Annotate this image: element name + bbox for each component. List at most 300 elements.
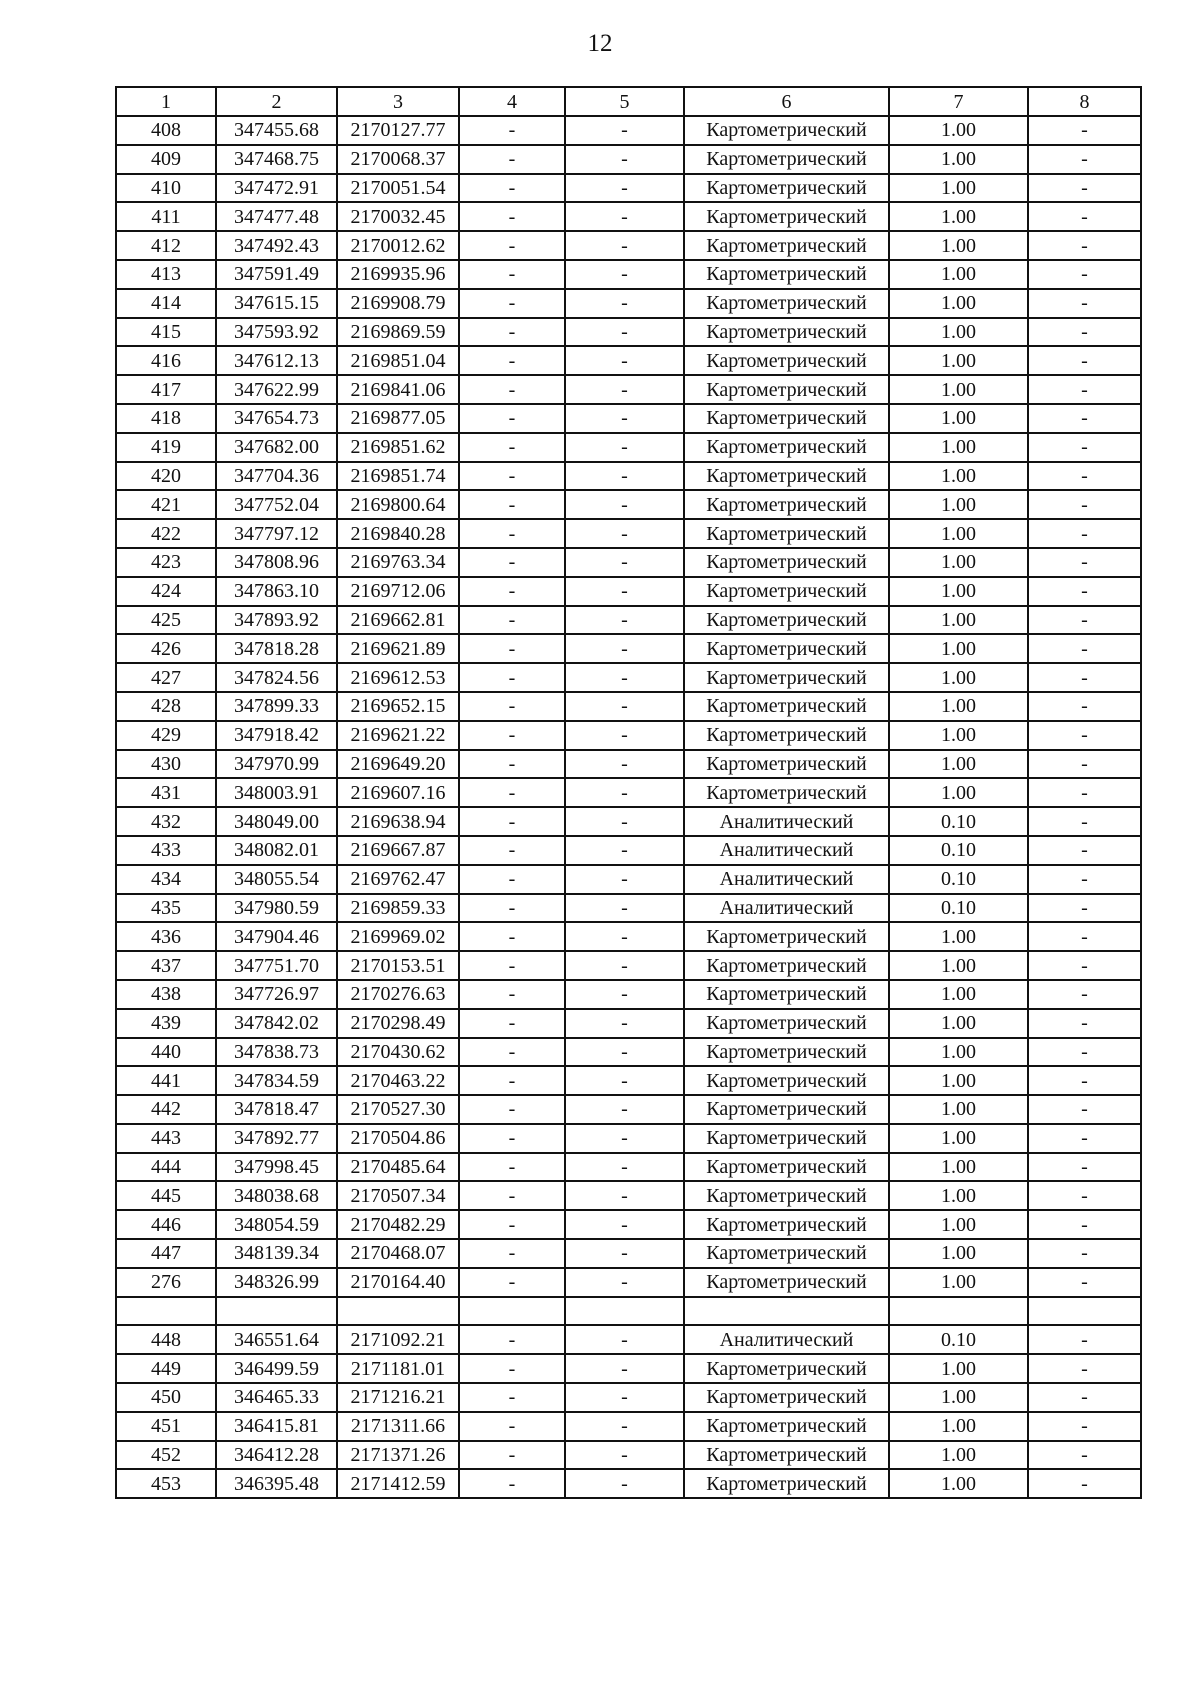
table-row bbox=[116, 606, 1141, 635]
col-4-cell: - bbox=[459, 1153, 565, 1182]
coordinate-x-cell: 347704.36 bbox=[216, 462, 337, 491]
point-number-cell: 408 bbox=[116, 116, 216, 145]
accuracy-cell: 1.00 bbox=[889, 1383, 1028, 1412]
coordinate-x-cell: 347615.15 bbox=[216, 289, 337, 318]
accuracy-cell: 1.00 bbox=[889, 1124, 1028, 1153]
coordinate-y-cell: 2169869.59 bbox=[337, 318, 459, 347]
point-number-cell: 416 bbox=[116, 346, 216, 375]
col-8-cell: - bbox=[1028, 346, 1141, 375]
table-row bbox=[116, 519, 1141, 548]
coordinate-y-cell: 2170153.51 bbox=[337, 951, 459, 980]
col-4-cell: - bbox=[459, 318, 565, 347]
accuracy-cell: 1.00 bbox=[889, 1239, 1028, 1268]
table-row bbox=[116, 894, 1141, 923]
method-cell: Картометрический bbox=[684, 1469, 889, 1498]
point-number-cell: 442 bbox=[116, 1095, 216, 1124]
col-5-cell: - bbox=[565, 634, 684, 663]
col-8-cell: - bbox=[1028, 1354, 1141, 1383]
accuracy-cell: 1.00 bbox=[889, 750, 1028, 779]
accuracy-cell: 1.00 bbox=[889, 260, 1028, 289]
coordinate-y-cell: 2170527.30 bbox=[337, 1095, 459, 1124]
coordinate-y-cell: 2169851.62 bbox=[337, 433, 459, 462]
method-cell: Картометрический bbox=[684, 750, 889, 779]
method-cell: Картометрический bbox=[684, 922, 889, 951]
table-row bbox=[116, 922, 1141, 951]
col-8-cell: - bbox=[1028, 490, 1141, 519]
col-4-cell: - bbox=[459, 1268, 565, 1297]
coordinate-y-cell: 2169638.94 bbox=[337, 807, 459, 836]
col-5-cell: - bbox=[565, 433, 684, 462]
col-8-cell: - bbox=[1028, 1469, 1141, 1498]
point-number-cell: 435 bbox=[116, 894, 216, 923]
accuracy-cell: 1.00 bbox=[889, 1066, 1028, 1095]
accuracy-cell: 1.00 bbox=[889, 721, 1028, 750]
col-8-cell: - bbox=[1028, 1210, 1141, 1239]
coordinate-y-cell: 2169762.47 bbox=[337, 865, 459, 894]
table-row bbox=[116, 1038, 1141, 1067]
header-cell: 7 bbox=[889, 87, 1028, 116]
coordinate-x-cell: 347472.91 bbox=[216, 174, 337, 203]
col-5-cell: - bbox=[565, 1469, 684, 1498]
method-cell: Картометрический bbox=[684, 692, 889, 721]
coordinate-y-cell: 2169712.06 bbox=[337, 577, 459, 606]
method-cell: Картометрический bbox=[684, 634, 889, 663]
table-row bbox=[116, 1009, 1141, 1038]
accuracy-cell: 1.00 bbox=[889, 433, 1028, 462]
accuracy-cell: 1.00 bbox=[889, 145, 1028, 174]
coordinate-y-cell: 2169851.04 bbox=[337, 346, 459, 375]
col-8-cell: - bbox=[1028, 922, 1141, 951]
col-4-cell: - bbox=[459, 1038, 565, 1067]
accuracy-cell: 1.00 bbox=[889, 634, 1028, 663]
coordinate-x-cell: 347591.49 bbox=[216, 260, 337, 289]
method-cell: Картометрический bbox=[684, 606, 889, 635]
table-row bbox=[116, 145, 1141, 174]
point-number-cell: 438 bbox=[116, 980, 216, 1009]
coordinate-x-cell: 347980.59 bbox=[216, 894, 337, 923]
col-5-cell: - bbox=[565, 1325, 684, 1354]
accuracy-cell: 1.00 bbox=[889, 231, 1028, 260]
col-8-cell: - bbox=[1028, 1153, 1141, 1182]
col-4-cell: - bbox=[459, 1181, 565, 1210]
point-number-cell: 426 bbox=[116, 634, 216, 663]
table-row bbox=[116, 1095, 1141, 1124]
coordinate-y-cell: 2169840.28 bbox=[337, 519, 459, 548]
col-5-cell: - bbox=[565, 865, 684, 894]
col-8-cell: - bbox=[1028, 663, 1141, 692]
coordinate-y-cell: 2169621.22 bbox=[337, 721, 459, 750]
col-8-cell: - bbox=[1028, 894, 1141, 923]
col-4-cell: - bbox=[459, 174, 565, 203]
table-row bbox=[116, 1297, 1141, 1326]
coordinate-x-cell: 348055.54 bbox=[216, 865, 337, 894]
col-8-cell: - bbox=[1028, 865, 1141, 894]
col-5-cell bbox=[565, 1297, 684, 1326]
point-number-cell: 411 bbox=[116, 202, 216, 231]
method-cell: Картометрический bbox=[684, 1441, 889, 1470]
header-cell: 4 bbox=[459, 87, 565, 116]
method-cell: Картометрический bbox=[684, 1066, 889, 1095]
accuracy-cell: 1.00 bbox=[889, 692, 1028, 721]
coordinate-y-cell: 2170068.37 bbox=[337, 145, 459, 174]
header-cell: 1 bbox=[116, 87, 216, 116]
coordinates-table bbox=[115, 86, 1142, 1499]
col-8-cell: - bbox=[1028, 721, 1141, 750]
table-row bbox=[116, 202, 1141, 231]
accuracy-cell: 1.00 bbox=[889, 462, 1028, 491]
col-4-cell: - bbox=[459, 462, 565, 491]
coordinate-x-cell: 347892.77 bbox=[216, 1124, 337, 1153]
col-5-cell: - bbox=[565, 174, 684, 203]
table-row bbox=[116, 1441, 1141, 1470]
col-4-cell: - bbox=[459, 1383, 565, 1412]
coordinate-x-cell: 346415.81 bbox=[216, 1412, 337, 1441]
col-5-cell: - bbox=[565, 1210, 684, 1239]
table-row bbox=[116, 1325, 1141, 1354]
col-5-cell: - bbox=[565, 346, 684, 375]
coordinate-x-cell: 346395.48 bbox=[216, 1469, 337, 1498]
coordinate-y-cell: 2169841.06 bbox=[337, 375, 459, 404]
coordinate-y-cell: 2170032.45 bbox=[337, 202, 459, 231]
point-number-cell: 432 bbox=[116, 807, 216, 836]
col-5-cell: - bbox=[565, 548, 684, 577]
col-8-cell: - bbox=[1028, 1181, 1141, 1210]
coordinate-y-cell: 2170504.86 bbox=[337, 1124, 459, 1153]
coordinate-x-cell: 347752.04 bbox=[216, 490, 337, 519]
coordinate-x-cell: 347918.42 bbox=[216, 721, 337, 750]
col-4-cell: - bbox=[459, 1354, 565, 1383]
point-number-cell: 424 bbox=[116, 577, 216, 606]
col-4-cell: - bbox=[459, 1210, 565, 1239]
table-row bbox=[116, 462, 1141, 491]
col-4-cell: - bbox=[459, 1124, 565, 1153]
col-5-cell: - bbox=[565, 519, 684, 548]
col-4-cell: - bbox=[459, 1066, 565, 1095]
col-5-cell: - bbox=[565, 750, 684, 779]
accuracy-cell: 1.00 bbox=[889, 1153, 1028, 1182]
point-number-cell: 412 bbox=[116, 231, 216, 260]
accuracy-cell: 0.10 bbox=[889, 836, 1028, 865]
accuracy-cell: 1.00 bbox=[889, 548, 1028, 577]
accuracy-cell: 1.00 bbox=[889, 490, 1028, 519]
accuracy-cell: 1.00 bbox=[889, 1469, 1028, 1498]
coordinate-y-cell: 2169851.74 bbox=[337, 462, 459, 491]
coordinate-y-cell: 2170507.34 bbox=[337, 1181, 459, 1210]
accuracy-cell: 1.00 bbox=[889, 1441, 1028, 1470]
table-row bbox=[116, 634, 1141, 663]
col-4-cell: - bbox=[459, 894, 565, 923]
accuracy-cell: 1.00 bbox=[889, 951, 1028, 980]
method-cell: Картометрический bbox=[684, 462, 889, 491]
table-row bbox=[116, 778, 1141, 807]
col-8-cell: - bbox=[1028, 1383, 1141, 1412]
method-cell: Картометрический bbox=[684, 433, 889, 462]
col-8-cell: - bbox=[1028, 577, 1141, 606]
method-cell: Картометрический bbox=[684, 1009, 889, 1038]
method-cell: Картометрический bbox=[684, 548, 889, 577]
col-5-cell: - bbox=[565, 922, 684, 951]
method-cell: Картометрический bbox=[684, 145, 889, 174]
header-cell: 3 bbox=[337, 87, 459, 116]
col-4-cell: - bbox=[459, 375, 565, 404]
coordinate-y-cell: 2169649.20 bbox=[337, 750, 459, 779]
method-cell: Картометрический bbox=[684, 174, 889, 203]
col-8-cell: - bbox=[1028, 519, 1141, 548]
method-cell: Картометрический bbox=[684, 577, 889, 606]
table-row bbox=[116, 548, 1141, 577]
point-number-cell: 450 bbox=[116, 1383, 216, 1412]
coordinate-y-cell: 2170276.63 bbox=[337, 980, 459, 1009]
point-number-cell: 441 bbox=[116, 1066, 216, 1095]
point-number-cell: 446 bbox=[116, 1210, 216, 1239]
accuracy-cell: 1.00 bbox=[889, 606, 1028, 635]
coordinate-y-cell: 2170482.29 bbox=[337, 1210, 459, 1239]
col-4-cell: - bbox=[459, 519, 565, 548]
coordinate-y-cell: 2169612.53 bbox=[337, 663, 459, 692]
col-5-cell: - bbox=[565, 1354, 684, 1383]
point-number-cell: 276 bbox=[116, 1268, 216, 1297]
method-cell: Картометрический bbox=[684, 346, 889, 375]
coordinate-x-cell bbox=[216, 1297, 337, 1326]
accuracy-cell: 1.00 bbox=[889, 980, 1028, 1009]
accuracy-cell: 1.00 bbox=[889, 922, 1028, 951]
col-4-cell: - bbox=[459, 577, 565, 606]
header-cell: 6 bbox=[684, 87, 889, 116]
point-number-cell: 410 bbox=[116, 174, 216, 203]
table-row bbox=[116, 1153, 1141, 1182]
table-row bbox=[116, 577, 1141, 606]
col-8-cell: - bbox=[1028, 462, 1141, 491]
col-4-cell: - bbox=[459, 490, 565, 519]
page-number: 12 bbox=[587, 30, 613, 57]
table-row bbox=[116, 980, 1141, 1009]
point-number-cell: 415 bbox=[116, 318, 216, 347]
table-row bbox=[116, 375, 1141, 404]
method-cell: Картометрический bbox=[684, 375, 889, 404]
col-5-cell: - bbox=[565, 577, 684, 606]
table-row bbox=[116, 807, 1141, 836]
method-cell: Аналитический bbox=[684, 865, 889, 894]
coordinate-x-cell: 348003.91 bbox=[216, 778, 337, 807]
col-4-cell: - bbox=[459, 346, 565, 375]
col-4-cell: - bbox=[459, 980, 565, 1009]
coordinate-x-cell: 347838.73 bbox=[216, 1038, 337, 1067]
table-row bbox=[116, 346, 1141, 375]
accuracy-cell: 1.00 bbox=[889, 663, 1028, 692]
coordinate-y-cell: 2170430.62 bbox=[337, 1038, 459, 1067]
col-8-cell: - bbox=[1028, 145, 1141, 174]
method-cell: Картометрический bbox=[684, 404, 889, 433]
col-8-cell: - bbox=[1028, 778, 1141, 807]
coordinate-y-cell: 2170485.64 bbox=[337, 1153, 459, 1182]
col-5-cell: - bbox=[565, 1383, 684, 1412]
accuracy-cell: 1.00 bbox=[889, 1038, 1028, 1067]
table-row bbox=[116, 404, 1141, 433]
col-8-cell: - bbox=[1028, 116, 1141, 145]
col-8-cell: - bbox=[1028, 1066, 1141, 1095]
table-row bbox=[116, 1268, 1141, 1297]
col-4-cell: - bbox=[459, 433, 565, 462]
col-8-cell: - bbox=[1028, 692, 1141, 721]
col-5-cell: - bbox=[565, 1412, 684, 1441]
col-4-cell: - bbox=[459, 634, 565, 663]
method-cell: Картометрический bbox=[684, 1412, 889, 1441]
col-5-cell: - bbox=[565, 692, 684, 721]
accuracy-cell: 0.10 bbox=[889, 894, 1028, 923]
table-row bbox=[116, 318, 1141, 347]
coordinate-x-cell: 347682.00 bbox=[216, 433, 337, 462]
col-4-cell: - bbox=[459, 1239, 565, 1268]
coordinate-y-cell: 2169621.89 bbox=[337, 634, 459, 663]
table-row bbox=[116, 174, 1141, 203]
coordinate-x-cell: 347893.92 bbox=[216, 606, 337, 635]
col-4-cell: - bbox=[459, 1009, 565, 1038]
col-8-cell: - bbox=[1028, 1412, 1141, 1441]
method-cell: Картометрический bbox=[684, 1383, 889, 1412]
accuracy-cell: 1.00 bbox=[889, 116, 1028, 145]
method-cell: Картометрический bbox=[684, 202, 889, 231]
accuracy-cell: 1.00 bbox=[889, 1009, 1028, 1038]
accuracy-cell: 1.00 bbox=[889, 1354, 1028, 1383]
point-number-cell: 439 bbox=[116, 1009, 216, 1038]
coordinate-x-cell: 347842.02 bbox=[216, 1009, 337, 1038]
method-cell: Картометрический bbox=[684, 980, 889, 1009]
method-cell: Картометрический bbox=[684, 318, 889, 347]
col-5-cell: - bbox=[565, 202, 684, 231]
accuracy-cell: 1.00 bbox=[889, 1181, 1028, 1210]
col-4-cell: - bbox=[459, 202, 565, 231]
col-5-cell: - bbox=[565, 375, 684, 404]
point-number-cell: 428 bbox=[116, 692, 216, 721]
table-row bbox=[116, 1210, 1141, 1239]
col-5-cell: - bbox=[565, 606, 684, 635]
table-row bbox=[116, 1383, 1141, 1412]
coordinate-x-cell: 348049.00 bbox=[216, 807, 337, 836]
coordinate-x-cell: 347998.45 bbox=[216, 1153, 337, 1182]
point-number-cell: 440 bbox=[116, 1038, 216, 1067]
accuracy-cell: 1.00 bbox=[889, 1412, 1028, 1441]
point-number-cell: 420 bbox=[116, 462, 216, 491]
col-5-cell: - bbox=[565, 951, 684, 980]
col-4-cell: - bbox=[459, 663, 565, 692]
col-8-cell: - bbox=[1028, 289, 1141, 318]
table-row bbox=[116, 1066, 1141, 1095]
coordinate-x-cell: 347477.48 bbox=[216, 202, 337, 231]
col-5-cell: - bbox=[565, 1095, 684, 1124]
col-8-cell: - bbox=[1028, 1239, 1141, 1268]
accuracy-cell: 0.10 bbox=[889, 807, 1028, 836]
coordinate-y-cell: 2170164.40 bbox=[337, 1268, 459, 1297]
coordinate-y-cell: 2171371.26 bbox=[337, 1441, 459, 1470]
table-row bbox=[116, 231, 1141, 260]
col-5-cell: - bbox=[565, 1181, 684, 1210]
col-4-cell: - bbox=[459, 1441, 565, 1470]
coordinate-x-cell: 347818.28 bbox=[216, 634, 337, 663]
col-8-cell bbox=[1028, 1297, 1141, 1326]
point-number-cell: 414 bbox=[116, 289, 216, 318]
table-row bbox=[116, 721, 1141, 750]
method-cell: Картометрический bbox=[684, 490, 889, 519]
coordinate-y-cell: 2170298.49 bbox=[337, 1009, 459, 1038]
col-8-cell: - bbox=[1028, 951, 1141, 980]
point-number-cell bbox=[116, 1297, 216, 1326]
col-8-cell: - bbox=[1028, 375, 1141, 404]
coordinate-y-cell: 2169607.16 bbox=[337, 778, 459, 807]
method-cell: Аналитический bbox=[684, 807, 889, 836]
coordinate-x-cell: 346499.59 bbox=[216, 1354, 337, 1383]
col-5-cell: - bbox=[565, 1268, 684, 1297]
col-5-cell: - bbox=[565, 807, 684, 836]
point-number-cell: 430 bbox=[116, 750, 216, 779]
point-number-cell: 445 bbox=[116, 1181, 216, 1210]
accuracy-cell: 1.00 bbox=[889, 1095, 1028, 1124]
method-cell: Картометрический bbox=[684, 721, 889, 750]
col-4-cell: - bbox=[459, 231, 565, 260]
coordinate-y-cell: 2170127.77 bbox=[337, 116, 459, 145]
coordinate-y-cell: 2171412.59 bbox=[337, 1469, 459, 1498]
coordinate-x-cell: 347808.96 bbox=[216, 548, 337, 577]
col-4-cell: - bbox=[459, 721, 565, 750]
col-8-cell: - bbox=[1028, 1441, 1141, 1470]
coordinate-x-cell: 347612.13 bbox=[216, 346, 337, 375]
method-cell: Картометрический bbox=[684, 1354, 889, 1383]
table-row bbox=[116, 1124, 1141, 1153]
col-5-cell: - bbox=[565, 980, 684, 1009]
table-row bbox=[116, 1412, 1141, 1441]
coordinate-x-cell: 347834.59 bbox=[216, 1066, 337, 1095]
coordinate-x-cell: 347904.46 bbox=[216, 922, 337, 951]
table-row bbox=[116, 663, 1141, 692]
col-8-cell: - bbox=[1028, 606, 1141, 635]
coordinate-x-cell: 347654.73 bbox=[216, 404, 337, 433]
col-5-cell: - bbox=[565, 1009, 684, 1038]
method-cell: Картометрический bbox=[684, 1095, 889, 1124]
col-4-cell: - bbox=[459, 145, 565, 174]
table-row bbox=[116, 1354, 1141, 1383]
coordinate-x-cell: 347468.75 bbox=[216, 145, 337, 174]
point-number-cell: 419 bbox=[116, 433, 216, 462]
coordinate-y-cell: 2171311.66 bbox=[337, 1412, 459, 1441]
col-8-cell: - bbox=[1028, 1124, 1141, 1153]
table-row bbox=[116, 490, 1141, 519]
col-4-cell: - bbox=[459, 116, 565, 145]
method-cell: Картометрический bbox=[684, 1124, 889, 1153]
method-cell: Картометрический bbox=[684, 260, 889, 289]
method-cell: Аналитический bbox=[684, 836, 889, 865]
coordinate-x-cell: 347818.47 bbox=[216, 1095, 337, 1124]
accuracy-cell: 1.00 bbox=[889, 404, 1028, 433]
method-cell: Картометрический bbox=[684, 1181, 889, 1210]
col-4-cell: - bbox=[459, 548, 565, 577]
table-row bbox=[116, 836, 1141, 865]
coordinate-x-cell: 347863.10 bbox=[216, 577, 337, 606]
col-8-cell: - bbox=[1028, 980, 1141, 1009]
col-5-cell: - bbox=[565, 1153, 684, 1182]
table-row bbox=[116, 433, 1141, 462]
coordinate-y-cell: 2170463.22 bbox=[337, 1066, 459, 1095]
method-cell: Картометрический bbox=[684, 519, 889, 548]
coordinate-y-cell: 2171181.01 bbox=[337, 1354, 459, 1383]
point-number-cell: 444 bbox=[116, 1153, 216, 1182]
col-4-cell: - bbox=[459, 404, 565, 433]
col-5-cell: - bbox=[565, 1124, 684, 1153]
method-cell: Картометрический bbox=[684, 663, 889, 692]
method-cell: Картометрический bbox=[684, 1153, 889, 1182]
accuracy-cell: 1.00 bbox=[889, 778, 1028, 807]
method-cell: Картометрический bbox=[684, 231, 889, 260]
col-5-cell: - bbox=[565, 145, 684, 174]
col-8-cell: - bbox=[1028, 1095, 1141, 1124]
